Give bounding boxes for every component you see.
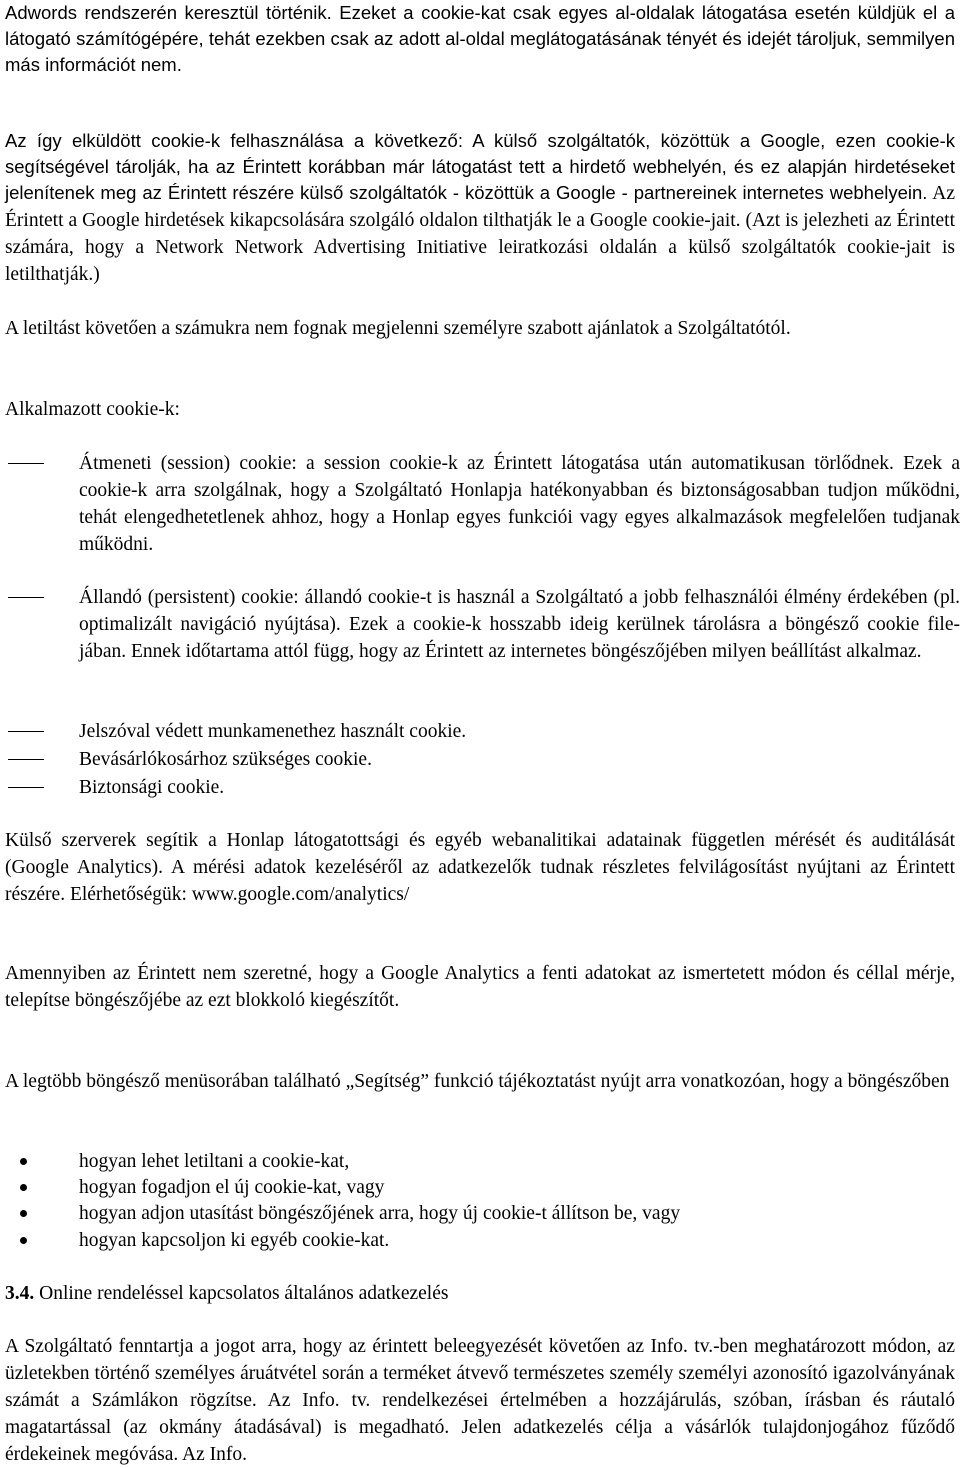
paragraph-browser-help: A legtöbb böngésző menüsorában található „Segítség” funkció tájékoztatást nyújt arra vonatkozóan, hogy a böngészőben <box>5 1071 950 1092</box>
list-item-text: Jelszóval védett munkamenethez használt cookie. <box>79 721 467 742</box>
list-item-text: hogyan lehet letiltani a cookie-kat, <box>79 1151 350 1172</box>
list-item-text: hogyan kapcsoljon ki egyéb cookie-kat. <box>79 1230 390 1251</box>
section-title: Online rendeléssel kapcsolatos általános adatkezelés <box>39 1283 449 1304</box>
list-item-text: Átmeneti (session) cookie: a session cookie-k az Érintett látogatása után automatikusan törlődnek. Ezek a cookie-k arra szolgálnak, hogy a Szolgáltató Honlapja hatékonyabban és biztonságosabban tudjon működni, tehát elengedhetetlenek ahhoz, hogy a Honlap egyes funkciói vagy egyes alkalmazások megfelelően tudjanak működni. <box>79 453 960 555</box>
list-item-text: Állandó (persistent) cookie: állandó cookie-t is használ a Szolgáltató a jobb felhasználói élmény érdekében (pl. optimalizált navigáció nyújtása). Ezek a cookie-k hosszabb ideig kerülnek tárolásra a böngésző cookie file-jában. Ennek időtartama attól függ, hogy az Érintett az internetes böngészőjében milyen beállítást alkalmaz. <box>79 587 960 662</box>
section-heading <box>5 1280 955 1307</box>
list-item-text: Biztonsági cookie. <box>79 777 225 798</box>
heading-applied-cookies: Alkalmazott cookie-k: <box>5 399 180 420</box>
list-item-text: hogyan adjon utasítást böngészőjének arra, hogy új cookie-t állítson be, vagy <box>79 1203 681 1224</box>
paragraph-online-order: A Szolgáltató fenntartja a jogot arra, hogy az érintett beleegyezését követően az Info. tv.-ben meghatározott módon, az üzletekben történő személyes áruátvétel során a terméket átvevő természetes személy személyi azonosító igazolványának számát a Számlákon rögzítse. Az Info. tv. rendelkezései értelmében a hozzájárulás, szóban, írásban és ráutaló magatartással (az okmány átadásával) is megadható. Jelen adatkezelés célja a vásárlók tulajdonjogához fűződő érdekeinek megóvása. Az Info. <box>5 1336 955 1465</box>
paragraph-analytics-opt-out: Amennyiben az Érintett nem szeretné, hogy a Google Analytics a fenti adatokat az ismertetett módon és céllal mérje, telepítse böngészőjébe az ezt blokkoló kiegészítőt. <box>5 963 955 1011</box>
paragraph-google-analytics: Külső szerverek segítik a Honlap látogatottsági és egyéb webanalitikai adatainak független mérését és auditálását (Google Analytics). A mérési adatok kezeléséről az adatkezelők tudnak részletes felvilágosítást nyújtani az Érintett részére. Elérhetőségük: www.google.com/analytics/ <box>5 830 955 905</box>
paragraph-opt-out-result: A letiltást követően a számukra nem fognak megjelenni személyre szabott ajánlatok a Szolgáltatótól. <box>5 318 791 339</box>
list-item-text: Bevásárlókosárhoz szükséges cookie. <box>79 749 372 770</box>
list-item-text: hogyan fogadjon el új cookie-kat, vagy <box>79 1177 385 1198</box>
paragraph-cookie-usage <box>5 128 955 288</box>
paragraph-cookie-usage-serif: Az Érintett a Google hirdetések kikapcsolására szolgáló oldalon tilthatják le a Google cookie-jait. (Azt is jelezheti az Érintett számára, hogy a Network Network Advertising Initiative leiratkozási oldalán a külső szolgáltatók cookie-jait is letilthatják.) <box>5 183 955 285</box>
paragraph-cookie-usage-sans: Az így elküldött cookie-k felhasználása a következő: A külső szolgáltatók, közöttük a Google, ezen cookie-k segítségével tárolják, ha az Érintett korábban már látogatást tett a hirdető webhelyén, és ez alapján hirdetéseket jelenítenek meg az Érintett részére külső szolgáltatók - közöttük a Google - partnereinek internetes webhelyein. <box>5 130 955 203</box>
section-number: 3.4. <box>5 1283 35 1304</box>
paragraph-adwords: Adwords rendszerén keresztül történik. Ezeket a cookie-kat csak egyes al-oldalak látogatása esetén küldjük el a látogató számítógépére, tehát ezekben csak az adott al-oldal meglátogatásának tényét és idejét tároljuk, semmilyen más információt nem. <box>5 2 955 75</box>
